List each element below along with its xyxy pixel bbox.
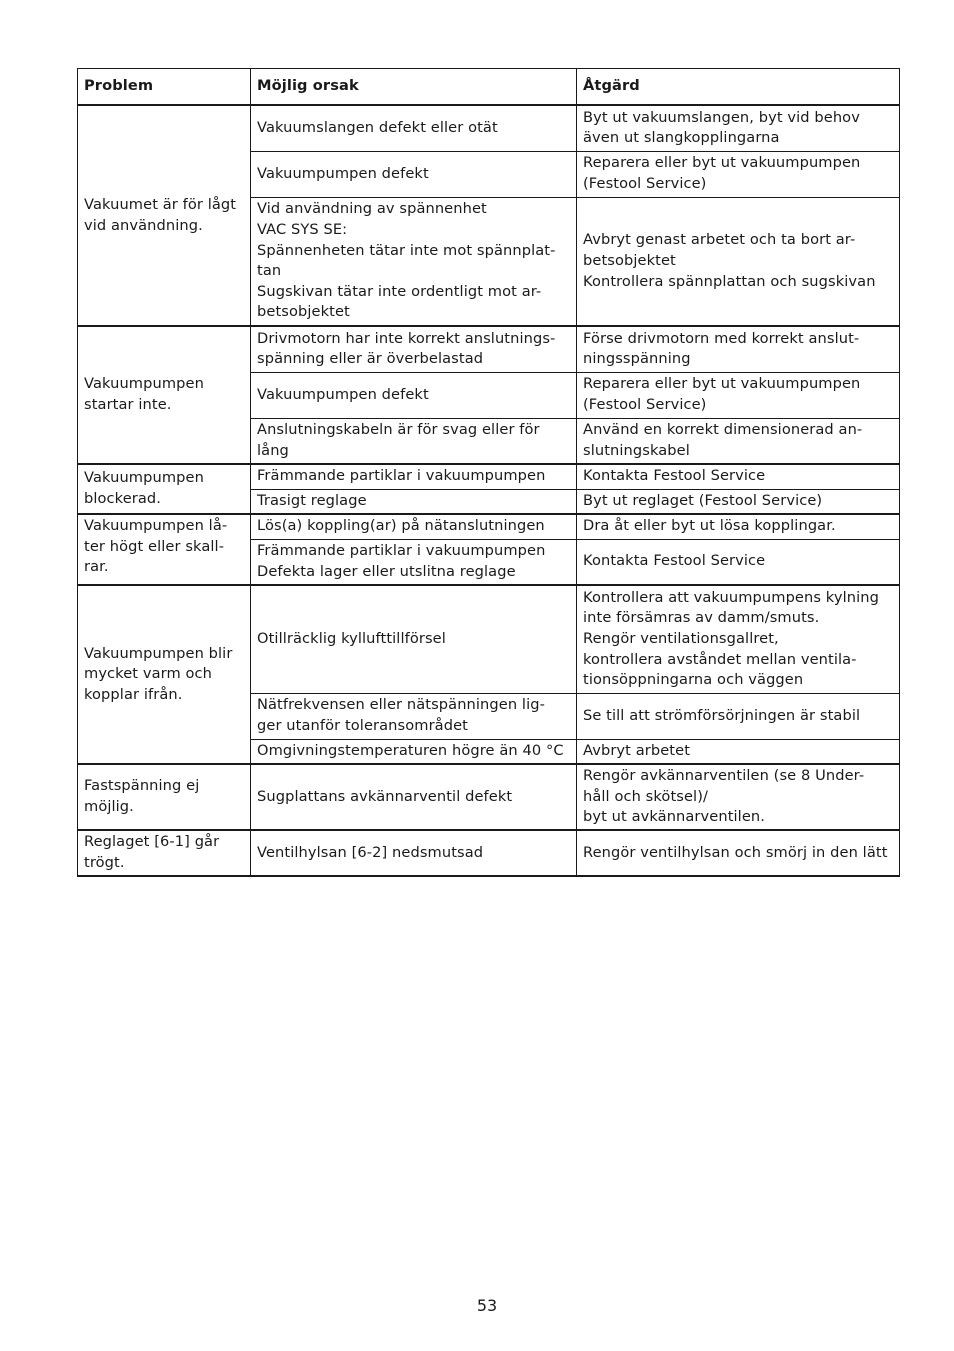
cause-cell: Trasigt reglage	[251, 489, 577, 514]
cause-cell: Främmande partiklar i vakuumpumpen Defekta lager eller utslitna reglage	[251, 539, 577, 585]
cause-cell: Drivmotorn har inte korrekt anslutnings- spänning eller är överbelastad	[251, 326, 577, 372]
cause-cell: Sugplattans avkännarventil defekt	[251, 764, 577, 830]
action-cell: Använd en korrekt dimensionerad an- slutningskabel	[577, 418, 900, 464]
action-cell: Reparera eller byt ut vakuumpumpen (Festool Service)	[577, 151, 900, 197]
action-cell: Se till att strömförsörjningen är stabil	[577, 693, 900, 739]
action-cell: Kontakta Festool Service	[577, 539, 900, 585]
cause-cell: Lös(a) koppling(ar) på nätanslutningen	[251, 514, 577, 539]
troubleshooting-table	[77, 68, 900, 877]
problem-cell: Fastspänning ej möjlig.	[78, 764, 251, 830]
action-cell: Dra åt eller byt ut lösa kopplingar.	[577, 514, 900, 539]
page-number: 53	[476, 1296, 498, 1315]
cause-cell: Vid användning av spännenhet VAC SYS SE: Spännenheten tätar inte mot spännplat- tan Sugskivan tätar inte ordentligt mot ar- betsobjektet	[251, 197, 577, 326]
header-action: Åtgärd	[577, 69, 900, 106]
action-cell: Förse drivmotorn med korrekt anslut- ningsspänning	[577, 326, 900, 372]
problem-cell: Vakuumet är för lågt vid användning.	[78, 105, 251, 326]
table-row	[78, 585, 900, 693]
header-problem: Problem	[78, 69, 251, 106]
table-row	[78, 830, 900, 876]
table-row	[78, 105, 900, 151]
table-row	[78, 514, 900, 539]
action-cell: Avbryt genast arbetet och ta bort ar- betsobjektet Kontrollera spännplattan och sugskivan	[577, 197, 900, 326]
action-cell: Byt ut reglaget (Festool Service)	[577, 489, 900, 514]
action-cell: Byt ut vakuumslangen, byt vid behov även ut slangkopplingarna	[577, 105, 900, 151]
cause-cell: Ventilhylsan [6-2] nedsmutsad	[251, 830, 577, 876]
cause-cell: Vakuumpumpen defekt	[251, 151, 577, 197]
table-row	[78, 464, 900, 489]
cause-cell: Vakuumpumpen defekt	[251, 372, 577, 418]
cause-cell: Anslutningskabeln är för svag eller för lång	[251, 418, 577, 464]
problem-cell: Reglaget [6-1] går trögt.	[78, 830, 251, 876]
header-cause: Möjlig orsak	[251, 69, 577, 106]
action-cell: Rengör ventilhylsan och smörj in den lätt	[577, 830, 900, 876]
table-row	[78, 764, 900, 830]
problem-cell: Vakuumpumpen startar inte.	[78, 326, 251, 464]
cause-cell: Vakuumslangen defekt eller otät	[251, 105, 577, 151]
action-cell: Kontakta Festool Service	[577, 464, 900, 489]
action-cell: Avbryt arbetet	[577, 739, 900, 764]
table-row	[78, 326, 900, 372]
action-cell: Kontrollera att vakuumpumpens kylning inte försämras av damm/smuts. Rengör ventilationsgallret, kontrollera avståndet mellan ventila- tionsöppningarna och väggen	[577, 585, 900, 693]
action-cell: Rengör avkännarventilen (se 8 Under- håll och skötsel)/ byt ut avkännarventilen.	[577, 764, 900, 830]
cause-cell: Främmande partiklar i vakuumpumpen	[251, 464, 577, 489]
action-cell: Reparera eller byt ut vakuumpumpen (Festool Service)	[577, 372, 900, 418]
problem-cell: Vakuumpumpen blir mycket varm och kopplar ifrån.	[78, 585, 251, 764]
cause-cell: Otillräcklig kyllufttillförsel	[251, 585, 577, 693]
problem-cell: Vakuumpumpen blockerad.	[78, 464, 251, 514]
problem-cell: Vakuumpumpen lå- ter högt eller skall- rar.	[78, 514, 251, 585]
cause-cell: Omgivningstemperaturen högre än 40 °C	[251, 739, 577, 764]
table-header-row	[78, 69, 900, 106]
cause-cell: Nätfrekvensen eller nätspänningen lig- ger utanför toleransområdet	[251, 693, 577, 739]
